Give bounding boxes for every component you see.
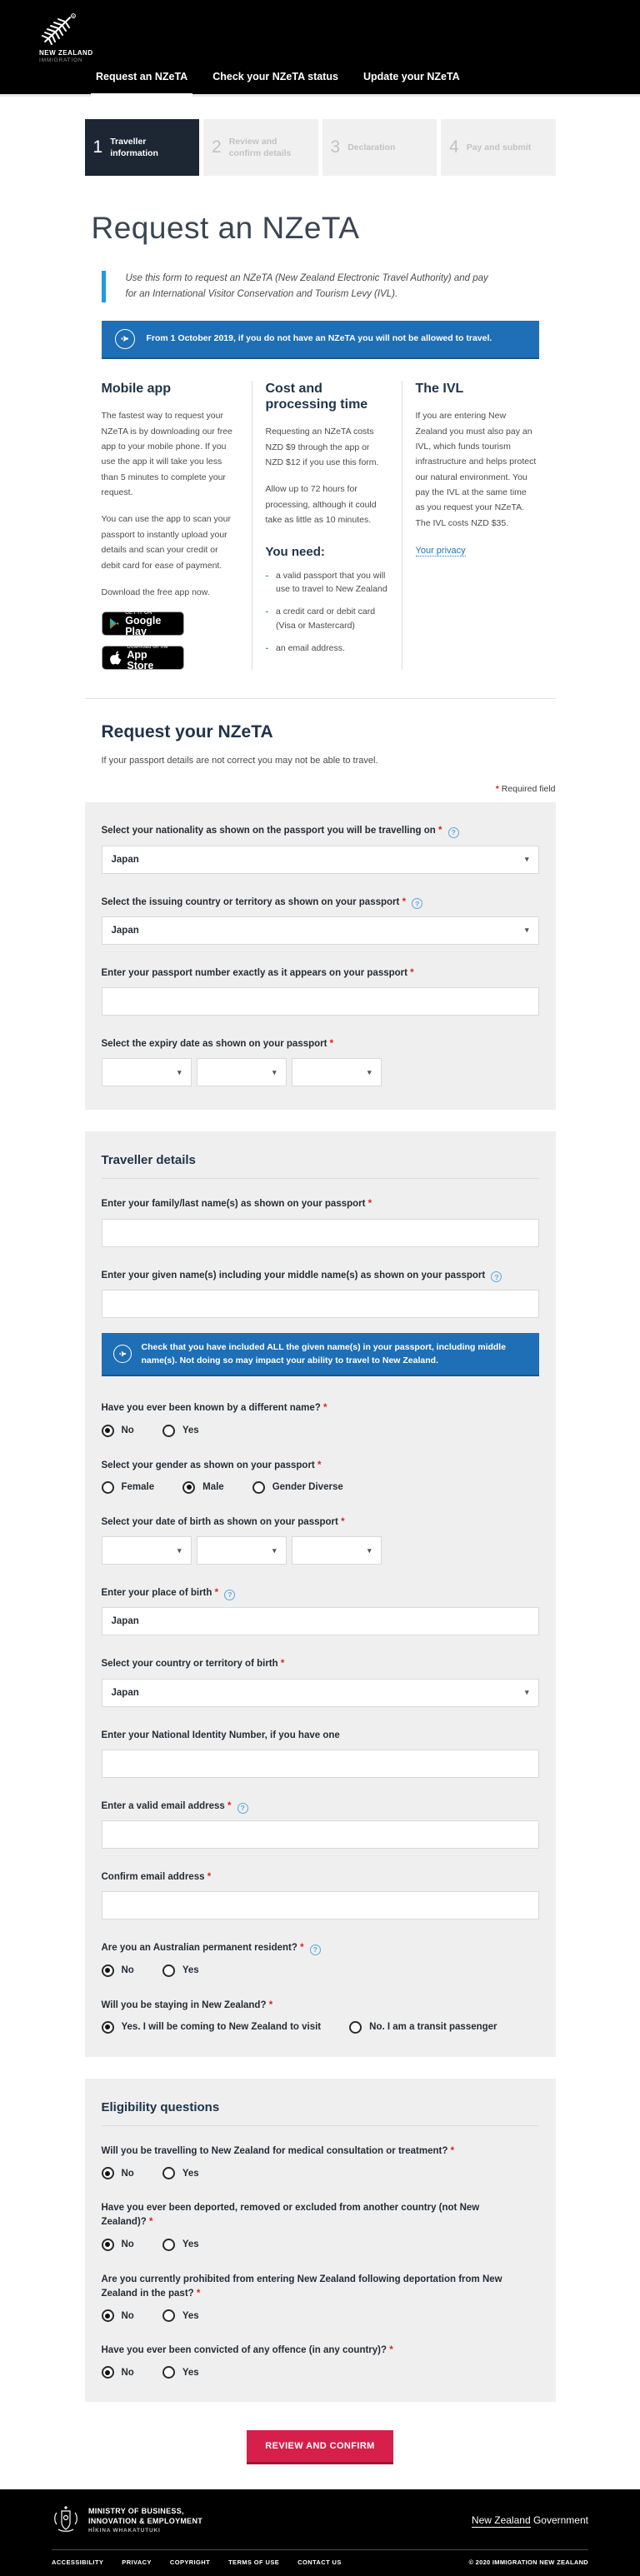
family-name-field: [102, 1197, 539, 1246]
help-icon[interactable]: ?: [491, 1271, 502, 1282]
step-number: 4: [449, 137, 459, 157]
svg-text:R: R: [72, 14, 75, 18]
radio-selected-icon: [102, 1964, 114, 1977]
help-icon[interactable]: ?: [448, 827, 459, 838]
nationality-value: Japan: [111, 854, 139, 865]
country-of-birth-value: Japan: [111, 1687, 139, 1698]
step-label: Pay and submit: [466, 142, 532, 152]
form-subheading: If your passport details are not correct you may not be able to travel.: [101, 756, 378, 766]
dob-day-select[interactable]: [102, 1536, 192, 1565]
step-traveller-information: [85, 119, 200, 176]
footer-copyright: © 2020 IMMIGRATION NEW ZEALAND: [468, 2559, 588, 2567]
step-label: Review and confirm details: [228, 136, 292, 158]
chevron-down-icon: ▾: [177, 1545, 182, 1555]
chevron-down-icon: ▾: [367, 1067, 372, 1076]
badge-top-text: Download on the: [127, 644, 168, 650]
convicted-yes-radio[interactable]: Yes: [162, 2366, 199, 2379]
logo-title: NEW ZEALAND: [39, 49, 93, 57]
convicted-label: Have you ever been convicted of any offence (in any country)? *: [101, 2345, 393, 2356]
nav-update-nzeta[interactable]: Update your NZeTA: [362, 71, 460, 82]
mbie-logo[interactable]: [52, 2504, 202, 2536]
radio-unselected-icon: [102, 1481, 114, 1494]
prohibited-no-radio[interactable]: No: [102, 2309, 134, 2322]
prohibited-label: Are you currently prohibited from entering New Zealand following deportation from New Zealand in the past? *: [101, 2274, 502, 2299]
travel-alert-banner: [102, 321, 539, 359]
given-names-label: Enter your given name(s) including your middle name(s) as shown on your passport ?: [102, 1269, 518, 1283]
nav-check-status[interactable]: Check your NZeTA status: [212, 71, 338, 82]
your-privacy-link[interactable]: Your privacy: [415, 546, 466, 557]
submit-row: [85, 2430, 556, 2464]
step-number: 2: [212, 137, 222, 157]
medical-no-radio[interactable]: No: [102, 2167, 134, 2179]
dob-label: Select your date of birth as shown on your passport *: [101, 1516, 345, 1527]
nav-request-nzeta[interactable]: Request an NZeTA: [96, 62, 188, 94]
radio-unselected-icon: [162, 1964, 175, 1977]
page-container: [85, 119, 556, 2464]
app-store-badge[interactable]: [102, 646, 184, 670]
cost-column: [252, 381, 402, 670]
chevron-down-icon: ▾: [524, 1688, 529, 1697]
family-name-input[interactable]: [102, 1219, 539, 1247]
email-input[interactable]: [102, 1820, 539, 1849]
badge-bottom-text: Google Play: [125, 614, 162, 637]
radio-unselected-icon: [252, 1481, 265, 1494]
radio-selected-icon: [182, 1481, 195, 1494]
cost-heading: Cost and processing time: [265, 381, 368, 412]
chevron-down-icon: ▾: [177, 1067, 182, 1076]
intro-quote: Use this form to request an NZeTA (New Zealand Electronic Travel Authority) and pay for an International Visitor Conservation and Tourism Levy (IVL).: [102, 271, 502, 302]
confirm-email-label: Confirm email address *: [101, 1872, 212, 1883]
radio-unselected-icon: [349, 2021, 362, 2034]
staying-visit-radio[interactable]: Yes. I will be coming to New Zealand to visit: [102, 2021, 322, 2034]
passport-expiry-label: Select the expiry date as shown on your passport *: [101, 1039, 334, 1049]
form-heading: Request your NZeTA: [101, 722, 273, 742]
radio-selected-icon: [102, 2239, 114, 2251]
radio-unselected-icon: [162, 2309, 175, 2322]
different-name-question: [102, 1401, 539, 1436]
logo-subtitle: IMMIGRATION: [39, 57, 83, 63]
issuing-country-label: Select the issuing country or territory as shown on your passport * ?: [102, 896, 518, 910]
help-icon[interactable]: ?: [238, 1803, 248, 1814]
deported-question: [102, 2201, 539, 2251]
issuing-country-select[interactable]: [102, 916, 539, 945]
au-resident-question: [102, 1941, 539, 1976]
badge-top-text: GET IT ON: [125, 610, 152, 616]
deported-label: Have you ever been deported, removed or excluded from another country (not New Zealand)? *: [101, 2203, 480, 2228]
eligibility-panel: [85, 2079, 556, 2403]
place-of-birth-input[interactable]: Japan: [102, 1607, 539, 1635]
ministry-line1: MINISTRY OF BUSINESS,: [88, 2507, 184, 2516]
gender-diverse-radio[interactable]: Gender Diverse: [252, 1481, 343, 1494]
radio-selected-icon: [102, 2021, 114, 2034]
nationality-field: [102, 824, 539, 873]
convicted-question: [102, 2344, 539, 2379]
main-nav: [96, 62, 485, 94]
chevron-down-icon: ▾: [272, 1545, 277, 1555]
national-id-input[interactable]: [102, 1750, 539, 1778]
eligibility-heading: Eligibility questions: [102, 2100, 539, 2126]
chevron-down-icon: ▾: [524, 855, 529, 863]
chevron-down-icon: ▾: [367, 1545, 372, 1555]
country-of-birth-select[interactable]: [102, 1679, 539, 1707]
nationality-label: Select your nationality as shown on the passport you will be travelling on * ?: [102, 824, 518, 838]
expiry-day-select[interactable]: [102, 1058, 192, 1086]
gender-question: [102, 1459, 539, 1494]
expiry-year-select[interactable]: [292, 1058, 382, 1086]
au-resident-no-radio[interactable]: No: [102, 1964, 134, 1977]
page-title: Request an NZeTA: [91, 211, 360, 245]
section-divider: [85, 698, 556, 699]
help-icon[interactable]: ?: [224, 1590, 235, 1600]
email-field: [102, 1800, 539, 1849]
bullet-dash-icon: -: [265, 642, 268, 653]
gender-male-radio[interactable]: Male: [182, 1481, 224, 1494]
different-name-yes-radio[interactable]: Yes: [162, 1425, 199, 1437]
radio-selected-icon: [102, 1425, 114, 1437]
place-of-birth-field: [102, 1586, 539, 1635]
government-wordmark-part2: Government: [530, 2514, 588, 2527]
confirm-email-field: [102, 1870, 539, 1920]
nationality-select[interactable]: [102, 846, 539, 874]
ivl-column: [402, 381, 552, 670]
dob-month-select[interactable]: [197, 1536, 287, 1565]
progress-stepper: [85, 119, 556, 176]
radio-selected-icon: [102, 2366, 114, 2379]
medical-question: [102, 2144, 539, 2179]
nz-government-logo[interactable]: [472, 2514, 588, 2526]
traveller-details-panel: [85, 1131, 556, 2057]
names-alert-text: Check that you have included ALL the given name(s) in your passport, including middle name(s). Not doing so may impact your ability to travel to New Zealand.: [141, 1341, 507, 1366]
given-names-input[interactable]: [102, 1290, 539, 1318]
megaphone-icon: [113, 1345, 132, 1363]
deported-no-radio[interactable]: No: [102, 2239, 134, 2251]
gender-female-radio[interactable]: Female: [102, 1481, 155, 1494]
family-name-label: Enter your family/last name(s) as shown on your passport *: [101, 1199, 372, 1210]
radio-selected-icon: [102, 2167, 114, 2179]
you-need-item: [266, 642, 388, 656]
mobile-app-column: [102, 381, 252, 670]
government-wordmark-part1: New Zealand: [471, 2514, 531, 2527]
staying-question: [102, 1999, 539, 2034]
medical-label: Will you be travelling to New Zealand for medical consultation or treatment? *: [101, 2145, 455, 2156]
deported-yes-radio[interactable]: Yes: [162, 2239, 199, 2251]
chevron-down-icon: ▾: [524, 926, 529, 935]
radio-selected-icon: [102, 2309, 114, 2322]
you-need-item: [266, 605, 388, 633]
different-name-label: Have you ever been known by a different name? *: [101, 1403, 328, 1414]
email-label: Enter a valid email address * ?: [102, 1800, 518, 1814]
expiry-month-select[interactable]: [197, 1058, 287, 1086]
prohibited-yes-radio[interactable]: Yes: [162, 2309, 199, 2322]
given-names-field: [102, 1269, 539, 1318]
step-review-confirm: [203, 119, 318, 176]
step-declaration: [322, 119, 438, 176]
apple-icon: [109, 651, 122, 666]
mobile-app-paragraph: The fastest way to request your NZeTA is by downloading our free app to your mobile phone. If you use the app it will take you less than 5 minutes to complete your request.: [101, 411, 232, 497]
help-icon[interactable]: ?: [412, 898, 422, 909]
dob-year-select[interactable]: [292, 1536, 382, 1565]
traveller-details-heading: Traveller details: [102, 1153, 539, 1179]
ministry-line2: INNOVATION & EMPLOYMENT: [88, 2516, 203, 2525]
passport-expiry-field: [102, 1037, 539, 1086]
dob-field: [102, 1515, 539, 1565]
megaphone-icon: [115, 329, 135, 349]
review-and-confirm-button[interactable]: REVIEW AND CONFIRM: [247, 2430, 392, 2464]
required-field-note: * Required field: [495, 784, 556, 795]
footer-link-contact[interactable]: CONTACT US: [298, 2559, 342, 2567]
country-of-birth-field: [102, 1657, 539, 1706]
radio-unselected-icon: [162, 2366, 175, 2379]
chevron-down-icon: ▾: [272, 1067, 277, 1076]
footer-link-terms[interactable]: TERMS OF USE: [228, 2559, 280, 2567]
ivl-heading: The IVL: [415, 381, 464, 396]
passport-panel: [85, 802, 556, 1110]
passport-number-field: [102, 966, 539, 1016]
mobile-app-heading: Mobile app: [101, 381, 172, 396]
you-need-item-text: a valid passport that you will use to travel to New Zealand: [276, 570, 388, 595]
place-of-birth-label: Enter your place of birth * ?: [102, 1586, 518, 1600]
footer-divider: [52, 2549, 588, 2550]
country-of-birth-label: Select your country or territory of birth *: [101, 1659, 285, 1670]
ministry-line3: HĪKINA WHAKATUTUKI: [88, 2528, 161, 2534]
au-resident-yes-radio[interactable]: Yes: [162, 1964, 199, 1977]
footer-links: [52, 2559, 342, 2566]
names-alert-banner: [102, 1333, 539, 1377]
step-label: Traveller information: [110, 136, 158, 158]
footer-link-accessibility[interactable]: ACCESSIBILITY: [52, 2559, 104, 2567]
badge-bottom-text: App Store: [127, 648, 154, 671]
national-id-label: Enter your National Identity Number, if you have one: [101, 1730, 340, 1740]
travel-alert-text: From 1 October 2019, if you do not have an NZeTA you will not be allowed to travel.: [146, 333, 492, 344]
help-icon[interactable]: ?: [310, 1944, 321, 1955]
bullet-dash-icon: -: [265, 570, 268, 581]
footer-link-privacy[interactable]: PRIVACY: [122, 2559, 152, 2567]
issuing-country-value: Japan: [111, 925, 139, 936]
site-header: [0, 0, 640, 97]
cost-paragraph: Requesting an NZeTA costs NZD $9 through the app or NZD $12 if you use this form.: [265, 427, 379, 468]
medical-yes-radio[interactable]: Yes: [162, 2167, 199, 2179]
step-label: Declaration: [348, 142, 396, 152]
radio-unselected-icon: [162, 1425, 175, 1437]
confirm-email-input[interactable]: [102, 1891, 539, 1920]
prohibited-question: [102, 2273, 539, 2323]
you-need-item: [266, 569, 388, 597]
passport-number-label: Enter your passport number exactly as it appears on your passport *: [101, 967, 414, 978]
you-need-item-text: a credit card or debit card (Visa or Mastercard): [276, 607, 376, 631]
bullet-dash-icon: -: [265, 607, 268, 617]
fern-icon: [39, 12, 76, 47]
passport-number-input[interactable]: [102, 987, 539, 1016]
mobile-app-paragraph: You can use the app to scan your passport to instantly upload your details and scan your credit or debit card for ease of payment.: [101, 514, 231, 571]
ivl-paragraph: If you are entering New Zealand you must also pay an IVL, which funds tourism infrastructure and helps protect our natural environment. You pay the IVL at the same time as you request your NZeTA. The IVL costs NZD $35.: [415, 411, 537, 528]
issuing-country-field: [102, 896, 539, 945]
you-need-item-text: an email address.: [276, 642, 345, 653]
footer-link-copyright[interactable]: COPYRIGHT: [169, 2559, 211, 2567]
cost-paragraph: Allow up to 72 hours for processing, although it could take as little as 10 minutes.: [265, 484, 377, 526]
immigration-logo[interactable]: [39, 12, 93, 63]
you-need-heading: You need:: [265, 544, 325, 559]
different-name-no-radio[interactable]: No: [102, 1425, 134, 1437]
step-pay-submit: [441, 119, 556, 176]
coat-of-arms-icon: [52, 2504, 80, 2536]
au-resident-label: Are you an Australian permanent resident? * ?: [102, 1941, 518, 1955]
step-number: 1: [92, 137, 103, 157]
gender-label: Select your gender as shown on your passport *: [101, 1460, 322, 1470]
radio-unselected-icon: [162, 2167, 175, 2179]
radio-unselected-icon: [162, 2239, 175, 2251]
staying-transit-radio[interactable]: No. I am a transit passenger: [349, 2021, 497, 2034]
site-footer: [0, 2489, 640, 2576]
info-columns: [102, 381, 552, 670]
mobile-app-paragraph: Download the free app now.: [101, 587, 210, 597]
step-number: 3: [330, 137, 341, 157]
convicted-no-radio[interactable]: No: [102, 2366, 134, 2379]
google-play-badge[interactable]: [102, 612, 184, 636]
national-id-field: [102, 1729, 539, 1778]
google-play-icon: [109, 617, 120, 631]
staying-label: Will you be staying in New Zealand? *: [101, 1999, 273, 2010]
